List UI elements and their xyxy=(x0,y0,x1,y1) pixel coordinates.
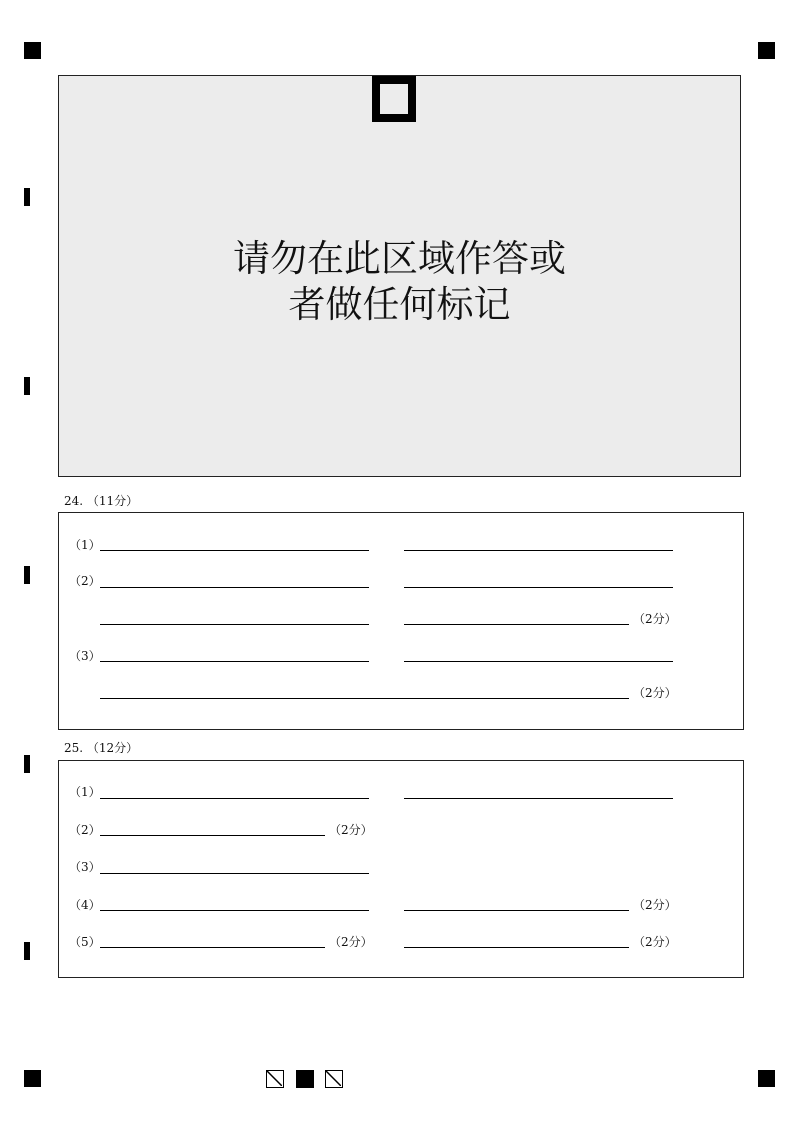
q25-answer-line-5a[interactable] xyxy=(100,947,325,948)
q24-answer-line-1a[interactable] xyxy=(100,550,369,551)
q24-answer-line-2d[interactable] xyxy=(404,624,629,625)
q24-answer-line-3a[interactable] xyxy=(100,661,369,662)
q25-answer-line-4a[interactable] xyxy=(100,910,369,911)
q25-answer-line-2a[interactable] xyxy=(100,835,325,836)
page-code-mark-empty xyxy=(266,1070,284,1088)
timing-mark xyxy=(24,566,30,584)
q25-label-2: （2） xyxy=(69,823,101,837)
question-24-title: 24. （11分） xyxy=(64,494,139,508)
registration-mark-top-right xyxy=(758,42,775,59)
q24-points-2: （2分） xyxy=(633,686,677,700)
registration-mark-top-left xyxy=(24,42,41,59)
q24-label-1: （1） xyxy=(69,538,101,552)
q24-points-1: （2分） xyxy=(633,612,677,626)
q25-answer-line-1b[interactable] xyxy=(404,798,673,799)
q25-points-1: （2分） xyxy=(329,823,373,837)
q25-label-1: （1） xyxy=(69,785,101,799)
no-write-area xyxy=(58,75,741,477)
question-25-title: 25. （12分） xyxy=(64,741,139,755)
registration-mark-bottom-right xyxy=(758,1070,775,1087)
question-25-answer-box xyxy=(58,760,744,978)
q25-label-5: （5） xyxy=(69,935,101,949)
q25-answer-line-5b[interactable] xyxy=(404,947,629,948)
q25-answer-line-3a[interactable] xyxy=(100,873,369,874)
q25-answer-line-1a[interactable] xyxy=(100,798,369,799)
page-code-mark-empty xyxy=(325,1070,343,1088)
q25-points-2: （2分） xyxy=(633,898,677,912)
no-write-notice-line1: 请勿在此区域作答或 xyxy=(233,237,566,280)
q24-answer-line-2c[interactable] xyxy=(100,624,369,625)
q24-answer-line-2b[interactable] xyxy=(404,587,673,588)
q24-answer-line-3c[interactable] xyxy=(100,698,629,699)
q24-label-2: （2） xyxy=(69,574,101,588)
timing-mark xyxy=(24,188,30,206)
q24-answer-line-1b[interactable] xyxy=(404,550,673,551)
q25-label-4: （4） xyxy=(69,898,101,912)
no-write-notice xyxy=(59,236,740,328)
timing-mark xyxy=(24,942,30,960)
q25-answer-line-4b[interactable] xyxy=(404,910,629,911)
alignment-square-mark xyxy=(372,76,416,122)
page-code-mark-filled xyxy=(296,1070,314,1088)
q24-label-3: （3） xyxy=(69,649,101,663)
q24-answer-line-3b[interactable] xyxy=(404,661,673,662)
q25-points-4: （2分） xyxy=(633,935,677,949)
q25-label-3: （3） xyxy=(69,860,101,874)
timing-mark xyxy=(24,755,30,773)
registration-mark-bottom-left xyxy=(24,1070,41,1087)
q25-points-3: （2分） xyxy=(329,935,373,949)
question-24-answer-box xyxy=(58,512,744,730)
timing-mark xyxy=(24,377,30,395)
no-write-notice-line2: 者做任何标记 xyxy=(288,283,511,326)
q24-answer-line-2a[interactable] xyxy=(100,587,369,588)
